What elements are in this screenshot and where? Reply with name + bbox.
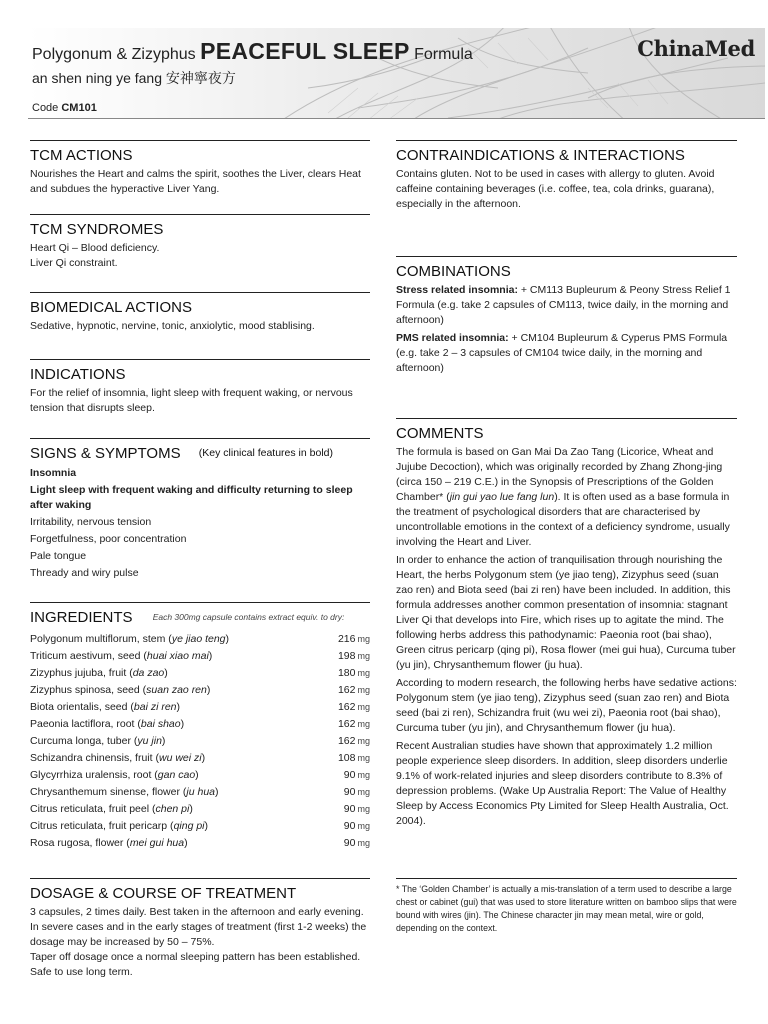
comment-paragraph: Recent Australian studies have shown that approximately 1.2 million people experience sleep disorders. In addition, sleep disorders underlie 9.1% of work-related injuries and sleep disorders contribute to 8.3% of depression problems. (Wake Up Australia Report: The Value of Healthy Sleep by Access Economics Pty Limited for Sleep Health Australia, Oct. 2004). <box>396 740 729 827</box>
section-divider <box>30 359 370 360</box>
ingredient-list <box>30 631 370 852</box>
ingredient-quantity <box>338 750 370 767</box>
ingredient-quantity <box>344 835 370 852</box>
section-dosage <box>30 878 370 980</box>
title-main: PEACEFUL SLEEP <box>200 38 410 64</box>
ingredient-name: Curcuma longa, tuber (yu jin) <box>30 735 166 747</box>
ingredient-latin: Zizyphus jujuba, fruit <box>30 667 127 679</box>
ingredient-name: Biota orientalis, seed (bai zi ren) <box>30 701 181 713</box>
section-combinations <box>396 256 737 379</box>
symptom-item: Pale tongue <box>30 550 87 562</box>
combination-item <box>396 331 737 376</box>
ingredient-pinyin: huai xiao mai <box>146 650 209 662</box>
product-title <box>32 38 473 65</box>
chinamed-logo: ChinaMed <box>637 36 755 61</box>
ingredient-pinyin: qing pi <box>173 820 205 832</box>
ingredient-unit: mg <box>357 685 370 695</box>
symptom-item: Irritability, nervous tension <box>30 516 152 528</box>
section-divider <box>30 878 370 879</box>
ingredient-pinyin: mei gui hua <box>129 837 185 849</box>
symptom-item: Thready and wiry pulse <box>30 567 139 579</box>
section-body <box>396 283 737 376</box>
ingredient-pinyin: yu jin <box>137 735 162 747</box>
ingredient-row <box>30 648 370 665</box>
ingredient-quantity-value: 198 <box>337 650 356 662</box>
dosage-line: In severe cases and in the early stages of treatment (first 1-2 weeks) the dosage may be increased by 50 – 75%. <box>30 921 367 948</box>
ingredient-pinyin: bai shao <box>140 718 181 730</box>
section-title-text: INGREDIENTS <box>30 609 133 626</box>
header-divider <box>28 118 765 119</box>
ingredient-quantity <box>338 699 370 716</box>
section-title: TCM ACTIONS <box>30 147 133 164</box>
ingredient-row <box>30 801 370 818</box>
ingredient-quantity <box>338 665 370 682</box>
ingredient-name: Paeonia lactiflora, root (bai shao) <box>30 718 185 730</box>
ingredient-name: Citrus reticulata, fruit pericarp (qing pi) <box>30 820 209 832</box>
comment-paragraph: According to modern research, the following herbs have sedative actions: Polygonum stem (ye jiao teng), Zizyphus seed (suan zao ren) and Biota seed (bai zi ren), Schizandra fruit (wu wei zi), Paeonia root (bai shao), Curcuma tuber (yu jin), and Chrysanthemum flower (ju hua). <box>396 677 737 734</box>
section-signs-symptoms <box>30 438 370 583</box>
ingredient-latin: Triticum aestivum, seed <box>30 650 141 662</box>
syndrome-line: Liver Qi constraint. <box>30 257 118 269</box>
section-divider <box>396 140 737 141</box>
title-prefix: Polygonum & Zizyphus <box>32 46 196 63</box>
ingredient-latin: Chrysanthemum sinense, flower <box>30 786 180 798</box>
ingredient-name: Zizyphus spinosa, seed (suan zao ren) <box>30 684 211 696</box>
ingredient-quantity <box>344 801 370 818</box>
section-divider <box>396 256 737 257</box>
symptom-item: Insomnia <box>30 467 77 479</box>
ingredient-quantity-value: 162 <box>337 718 356 730</box>
ingredient-quantity <box>338 716 370 733</box>
ingredient-quantity <box>344 784 370 801</box>
ingredient-name: Glycyrrhiza uralensis, root (gan cao) <box>30 769 199 781</box>
section-body: For the relief of insomnia, light sleep with frequent waking, or nervous tension that disrupts sleep. <box>30 387 353 414</box>
ingredient-quantity-value: 90 <box>343 769 356 781</box>
comment-paragraph <box>396 445 737 550</box>
ingredient-row <box>30 682 370 699</box>
product-subtitle: an shen ning ye fang 安神寧夜方 <box>32 70 236 86</box>
ingredient-name: Rosa rugosa, flower (mei gui hua) <box>30 837 188 849</box>
ingredient-latin: Paeonia lactiflora, root <box>30 718 135 730</box>
section-ingredients <box>30 602 370 852</box>
section-title-text: SIGNS & SYMPTOMS <box>30 445 181 462</box>
ingredient-latin: Citrus reticulata, fruit pericarp <box>30 820 168 832</box>
section-divider <box>396 418 737 419</box>
ingredient-unit: mg <box>357 651 370 661</box>
section-body <box>30 241 370 271</box>
section-divider <box>30 602 370 603</box>
ingredient-name: Triticum aestivum, seed (huai xiao mai) <box>30 650 213 662</box>
section-title: COMBINATIONS <box>396 263 511 280</box>
section-tcm-syndromes <box>30 214 370 271</box>
section-divider <box>30 292 370 293</box>
ingredient-pinyin: da zao <box>132 667 165 679</box>
ingredient-pinyin: suan zao ren <box>146 684 207 696</box>
title-suffix: Formula <box>414 46 473 63</box>
ingredient-unit: mg <box>357 719 370 729</box>
dosage-line: Safe to use long term. <box>30 966 133 978</box>
section-indications <box>30 359 370 416</box>
ingredient-quantity-value: 162 <box>337 735 356 747</box>
ingredient-quantity-value: 108 <box>337 752 356 764</box>
ingredient-quantity <box>344 767 370 784</box>
section-title: DOSAGE & COURSE OF TREATMENT <box>30 885 297 902</box>
ingredient-unit: mg <box>357 838 370 848</box>
ingredient-row <box>30 699 370 716</box>
ingredient-name: Chrysanthemum sinense, flower (ju hua) <box>30 786 219 798</box>
ingredient-row <box>30 818 370 835</box>
section-tcm-actions <box>30 140 370 197</box>
ingredient-unit: mg <box>357 702 370 712</box>
ingredient-row <box>30 733 370 750</box>
section-title: CONTRAINDICATIONS & INTERACTIONS <box>396 147 685 164</box>
ingredient-latin: Polygonum multiflorum, stem <box>30 633 166 645</box>
section-divider <box>30 438 370 439</box>
section-title-note: (Key clinical features in bold) <box>198 447 333 459</box>
ingredient-unit: mg <box>357 634 370 644</box>
ingredient-pinyin: chen pi <box>155 803 190 815</box>
header-banner <box>28 28 765 118</box>
ingredient-name: Zizyphus jujuba, fruit (da zao) <box>30 667 168 679</box>
section-body: Contains gluten. Not to be used in cases with allergy to gluten. Avoid caffeine containing beverages (i.e. coffee, tea, cola drinks, guarana), especially in the afternoon. <box>396 168 715 210</box>
ingredient-latin: Rosa rugosa, flower <box>30 837 124 849</box>
section-body: Sedative, hypnotic, nervine, tonic, anxiolytic, mood stablising. <box>30 320 315 332</box>
ingredient-quantity-value: 180 <box>337 667 356 679</box>
ingredient-quantity <box>338 631 370 648</box>
section-body <box>30 905 370 980</box>
section-title: COMMENTS <box>396 425 484 442</box>
symptom-item: Forgetfulness, poor concentration <box>30 533 187 545</box>
comment-paragraph: In order to enhance the action of tranquilisation through nourishing the Heart, the herbs Polygonum stem (ye jiao teng), Zizyphus seed (suan zao ren) and Biota seed (bai zi ren) have been included. In addition, this formula addresses another common presentation of insomnia: stagnant Liver Qi that develops into Fire, which rises up to agitate the mind. The following herbs address this pathodynamic: Paeonia root (bai shao), Green citrus pericarp (qing pi), Rosa flower (mei gui hua), Curcuma tuber (yu jin), Chrysanthemum flower (ju hua). <box>396 554 736 671</box>
ingredient-unit: mg <box>357 736 370 746</box>
dosage-line: 3 capsules, 2 times daily. Best taken in the afternoon and early evening. <box>30 906 364 918</box>
ingredient-quantity-value: 90 <box>343 820 356 832</box>
combination-text: + CM113 Bupleurum & Peony Stress Relief 1 Formula (e.g. take 2 capsules of CM113, twice daily, in the morning and afternoon) <box>396 284 731 326</box>
ingredient-row <box>30 784 370 801</box>
ingredient-quantity <box>338 733 370 750</box>
ingredient-row <box>30 767 370 784</box>
combination-item <box>396 283 737 328</box>
section-divider <box>30 140 370 141</box>
comment-text: The formula is based on Gan Mai Da Zao Tang (Licorice, Wheat and Jujube Decoction), which was originally recorded by Zhang Zhong-jing (circa 150 – 219 C.E.) in the Synopsis of Prescriptions of the Golden Chamber* ( <box>396 446 723 503</box>
comment-italic: jin gui yao lue fang lun <box>449 491 555 503</box>
code-label: Code <box>32 102 59 114</box>
ingredient-pinyin: wu wei zi <box>158 752 202 764</box>
ingredient-row <box>30 631 370 648</box>
ingredient-unit: mg <box>357 821 370 831</box>
ingredient-unit: mg <box>357 668 370 678</box>
ingredient-latin: Citrus reticulata, fruit peel <box>30 803 150 815</box>
ingredient-row <box>30 750 370 767</box>
section-body: Nourishes the Heart and calms the spirit, soothes the Liver, clears Heat and subdues the hyperactive Liver Yang. <box>30 168 361 195</box>
ingredient-quantity-value: 90 <box>343 786 356 798</box>
ingredient-row <box>30 835 370 852</box>
section-contraindications <box>396 140 737 212</box>
combination-text: + CM104 Bupleurum & Cyperus PMS Formula (e.g. take 2 – 3 capsules of CM104 twice daily, in the morning and afternoon) <box>396 332 728 374</box>
ingredient-pinyin: ye jiao teng <box>171 633 226 645</box>
ingredient-unit: mg <box>357 753 370 763</box>
dosage-line: Taper off dosage once a normal sleeping pattern has been established. <box>30 951 361 963</box>
ingredient-unit: mg <box>357 804 370 814</box>
section-comments <box>396 418 737 832</box>
ingredient-unit: mg <box>357 787 370 797</box>
section-title <box>30 609 370 628</box>
ingredient-pinyin: bai zi ren <box>133 701 177 713</box>
section-title: TCM SYNDROMES <box>30 221 164 238</box>
section-footnote <box>396 878 737 935</box>
ingredient-latin: Schizandra chinensis, fruit <box>30 752 153 764</box>
code-value: CM101 <box>61 102 97 114</box>
syndrome-line: Heart Qi – Blood deficiency. <box>30 242 160 254</box>
ingredient-pinyin: ju hua <box>186 786 216 798</box>
ingredient-latin: Glycyrrhiza uralensis, root <box>30 769 152 781</box>
section-divider <box>396 878 737 879</box>
ingredient-latin: Biota orientalis, seed <box>30 701 128 713</box>
ingredient-quantity <box>338 682 370 699</box>
ingredient-latin: Curcuma longa, tuber <box>30 735 131 747</box>
ingredient-name: Citrus reticulata, fruit peel (chen pi) <box>30 803 193 815</box>
ingredient-unit: mg <box>357 770 370 780</box>
combination-label: Stress related insomnia: <box>396 284 518 296</box>
symptom-item: Light sleep with frequent waking and difficulty returning to sleep after waking <box>30 484 353 511</box>
ingredient-quantity-value: 216 <box>337 633 356 645</box>
ingredient-pinyin: gan cao <box>157 769 196 781</box>
ingredient-name: Polygonum multiflorum, stem (ye jiao teng) <box>30 633 230 645</box>
ingredient-row <box>30 716 370 733</box>
ingredients-note: Each 300mg capsule contains extract equiv. to dry: <box>152 612 345 622</box>
combination-label: PMS related insomnia: <box>396 332 509 344</box>
product-code <box>32 102 97 114</box>
ingredient-quantity <box>344 818 370 835</box>
section-title: INDICATIONS <box>30 366 126 383</box>
section-title: BIOMEDICAL ACTIONS <box>30 299 192 316</box>
section-title <box>30 445 370 464</box>
section-body <box>396 445 737 829</box>
ingredient-quantity-value: 90 <box>343 837 356 849</box>
comment-text: ). It is often used as a base formula in the treatment of psychological disorders that are characterised by uncontrollable emotions in the context of a deficiency syndrome, usually involving the Heart and Liver. <box>396 491 730 548</box>
ingredient-row <box>30 665 370 682</box>
footnote-text: * The ‘Golden Chamber’ is actually a mis-translation of a term used to describe a large chest or cabinet (gui) that was used to store literature written on bamboo slips that were bound with wires (jin). The Chinese character jin may mean metal, wire or gold, depending on the context. <box>396 884 737 933</box>
section-biomedical-actions <box>30 292 370 334</box>
ingredient-quantity <box>338 648 370 665</box>
ingredient-quantity-value: 90 <box>343 803 356 815</box>
section-divider <box>30 214 370 215</box>
symptom-list <box>30 466 370 581</box>
ingredient-quantity-value: 162 <box>337 701 356 713</box>
ingredient-latin: Zizyphus spinosa, seed <box>30 684 140 696</box>
ingredient-quantity-value: 162 <box>337 684 356 696</box>
ingredient-name: Schizandra chinensis, fruit (wu wei zi) <box>30 752 206 764</box>
